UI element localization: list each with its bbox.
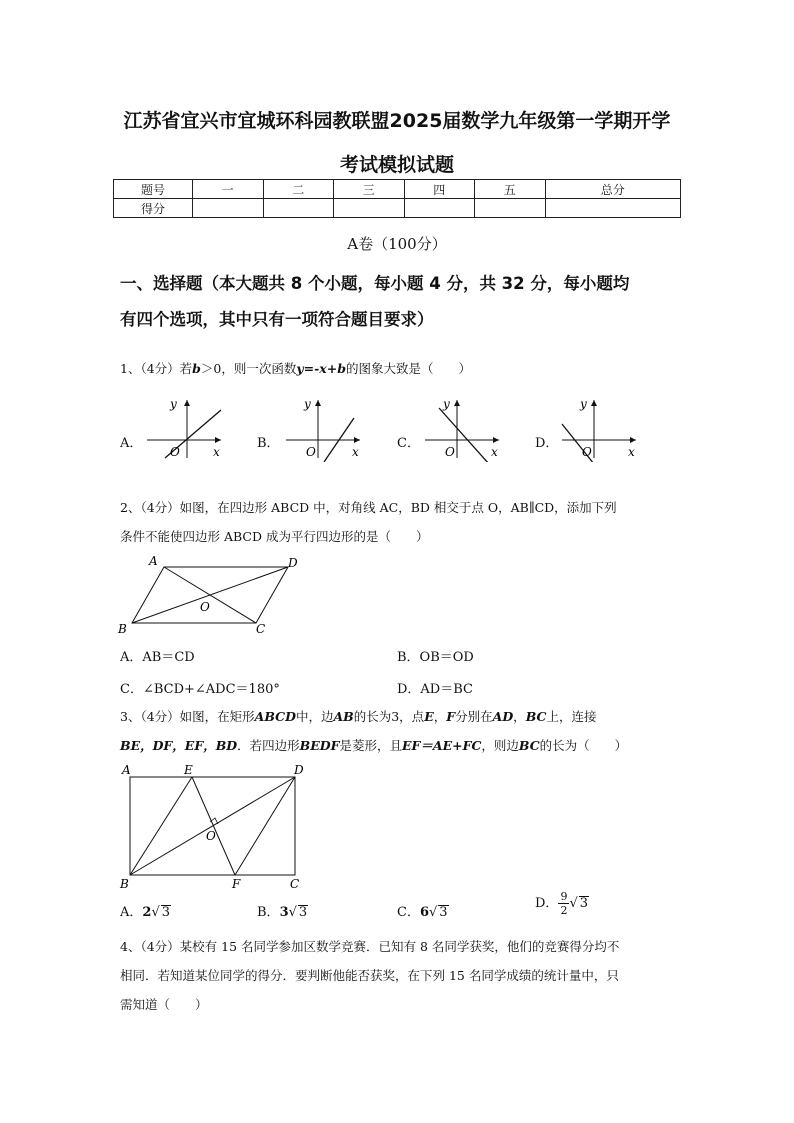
q2-parallelogram-figure: [116, 555, 316, 639]
section-heading-line1: 一、选择题（本大题共 8 个小题，每小题 4 分，共 32 分，每小题均: [120, 274, 630, 293]
axis-y-label: y: [304, 397, 311, 411]
score-cell: 四: [404, 180, 475, 199]
point-o-label: O: [206, 829, 216, 843]
fraction-numerator: 9: [560, 890, 568, 903]
score-cell: 题号: [114, 180, 193, 199]
q3-text: ．若四边形: [237, 738, 300, 753]
score-table-score-row: [114, 199, 681, 218]
vertex-c-label: C: [290, 877, 300, 891]
q1-option-b-graph: [282, 396, 364, 462]
q1-suffix: 的图象大致是（ ）: [345, 361, 471, 376]
axis-x-label: x: [352, 445, 359, 459]
q3-var: BEDF: [299, 738, 340, 753]
score-cell: 三: [334, 180, 405, 199]
option-radicand: 3: [161, 905, 171, 920]
origin-label: O: [170, 445, 180, 459]
q1-option-b-label: B．: [257, 436, 280, 451]
q2-option-a: A．AB＝CD: [120, 650, 195, 665]
doc-title-line1: 江苏省宜兴市宜城环科园教联盟2025届数学九年级第一学期开学: [123, 110, 671, 132]
q3-var: F: [446, 709, 456, 724]
q1-mid: ＞0，则一次函数: [200, 361, 297, 376]
score-blank-cell: [193, 199, 264, 218]
axis-x-label: x: [628, 445, 635, 459]
q1-option-d-graph: [558, 396, 640, 462]
q4-line2: 相同．若知道某位同学的得分．要判断他能否获奖，在下列 15 名同学成绩的统计量中，只: [120, 968, 619, 983]
score-blank-cell: [475, 199, 546, 218]
option-radicand: 3: [579, 896, 589, 911]
score-blank-cell: [263, 199, 334, 218]
origin-label: O: [306, 445, 316, 459]
vertex-b-label: B: [118, 622, 127, 636]
q3-rectangle-figure: [116, 760, 316, 892]
question-1-stem: [120, 354, 685, 383]
q3-option-a: A．2√ 3: [120, 905, 171, 920]
q2-option-c: C．∠BCD+∠ADC＝180°: [120, 682, 280, 697]
question-3-stem: [120, 702, 685, 760]
q3-option-c: C．6√ 3: [397, 905, 448, 920]
q3-var: E: [424, 709, 434, 724]
vertex-d-label: D: [294, 763, 304, 777]
origin-label: O: [582, 445, 592, 459]
q3-text: 中，边: [295, 709, 334, 724]
q1-option-a-graph: [143, 396, 225, 462]
question-2-stem: [120, 493, 685, 551]
point-e-label: E: [184, 763, 193, 777]
q3-text: 分别在: [455, 709, 493, 724]
q3-line1: [120, 702, 685, 731]
score-blank-cell: [334, 199, 405, 218]
score-cell: 得分: [114, 199, 193, 218]
q3-var: EF＝AE+FC: [401, 738, 482, 753]
q1-option-a-label: A．: [120, 436, 143, 451]
vertex-d-label: D: [288, 556, 298, 570]
q2-line1: 2、（4分）如图，在四边形 ABCD 中，对角线 AC，BD 相交于点 O，AB∥CD，添加下列: [120, 500, 617, 515]
point-f-label: F: [232, 877, 241, 891]
score-cell: 二: [263, 180, 334, 199]
axis-x-label: x: [491, 445, 498, 459]
score-cell: 一: [193, 180, 264, 199]
q4-line3: 需知道（ ）: [120, 997, 208, 1012]
q3-var: AD: [492, 709, 514, 724]
axis-y-label: y: [443, 397, 450, 411]
q3-option-d: D． $\frac{9}{2}$ √ 3: [535, 890, 589, 917]
q3-var: BE，DF，EF，BD: [120, 738, 238, 753]
origin-label: O: [445, 445, 455, 459]
q2-option-b: B．OB＝OD: [397, 650, 474, 665]
q1-option-c-label: C．: [397, 436, 420, 451]
q3-var: AB: [333, 709, 354, 724]
option-letter: A．: [120, 905, 143, 920]
option-coef: 6: [419, 905, 429, 920]
q3-text: 上，连接: [546, 709, 597, 724]
option-radicand: 3: [298, 905, 308, 920]
q1-function: y=-x+b: [296, 361, 346, 376]
option-letter: C．: [397, 905, 420, 920]
section-heading-line2: 有四个选项，其中只有一项符合题目要求）: [120, 310, 434, 329]
q3-var: ABCD: [254, 709, 296, 724]
q1-option-d-label: D．: [535, 436, 559, 451]
q3-line2: [120, 731, 685, 760]
score-cell: 总分: [545, 180, 681, 199]
section-heading: [120, 266, 690, 338]
q4-line1: 4、（4分）某校有 15 名同学参加区数学竞赛．已知有 8 名同学获奖，他们的竞赛得分均不: [120, 939, 620, 954]
axis-x-label: x: [213, 445, 220, 459]
doc-title-line2: 考试模拟试题: [339, 154, 454, 176]
q3-text: 3、（4分）如图，在矩形: [120, 709, 255, 724]
score-blank-cell: [404, 199, 475, 218]
q1-option-c-graph: [421, 396, 503, 462]
q3-var: BC: [518, 738, 540, 753]
question-4-stem: [120, 932, 685, 1019]
score-blank-cell: [545, 199, 681, 218]
q1-prefix: 1、（4分）若: [120, 361, 193, 376]
score-table-header-row: [114, 180, 681, 199]
option-fraction: [558, 890, 569, 917]
option-letter: B．: [257, 905, 280, 920]
axis-y-label: y: [580, 397, 587, 411]
option-coef: 2: [142, 905, 152, 920]
q3-text: ，: [513, 709, 526, 724]
score-table: [113, 179, 681, 218]
vertex-a-label: A: [122, 763, 131, 777]
score-cell: 五: [475, 180, 546, 199]
point-o-label: O: [200, 600, 210, 614]
q3-option-b: B．3√ 3: [257, 905, 308, 920]
vertex-a-label: A: [149, 555, 158, 568]
q3-text: 的长为（ ）: [539, 738, 628, 753]
option-radicand: 3: [439, 905, 448, 920]
q2-line2: 条件不能使四边形 ABCD 成为平行四边形的是（ ）: [120, 529, 429, 544]
vertex-b-label: B: [120, 877, 129, 891]
vertex-c-label: C: [256, 622, 266, 636]
q1-var-b: b: [192, 361, 201, 376]
q3-text: 的长为3，点: [353, 709, 425, 724]
q3-text: ，则边: [481, 738, 519, 753]
q3-var: BC: [525, 709, 547, 724]
option-coef: 3: [279, 905, 289, 920]
option-letter: D．: [535, 896, 559, 911]
fraction-denominator: 2: [560, 904, 568, 917]
q3-text: 是菱形，且: [339, 738, 402, 753]
q3-text: ，: [433, 709, 447, 724]
axis-y-label: y: [170, 397, 177, 411]
volume-heading: A卷（100分）: [347, 235, 447, 253]
q2-option-d: D．AD＝BC: [397, 682, 473, 697]
